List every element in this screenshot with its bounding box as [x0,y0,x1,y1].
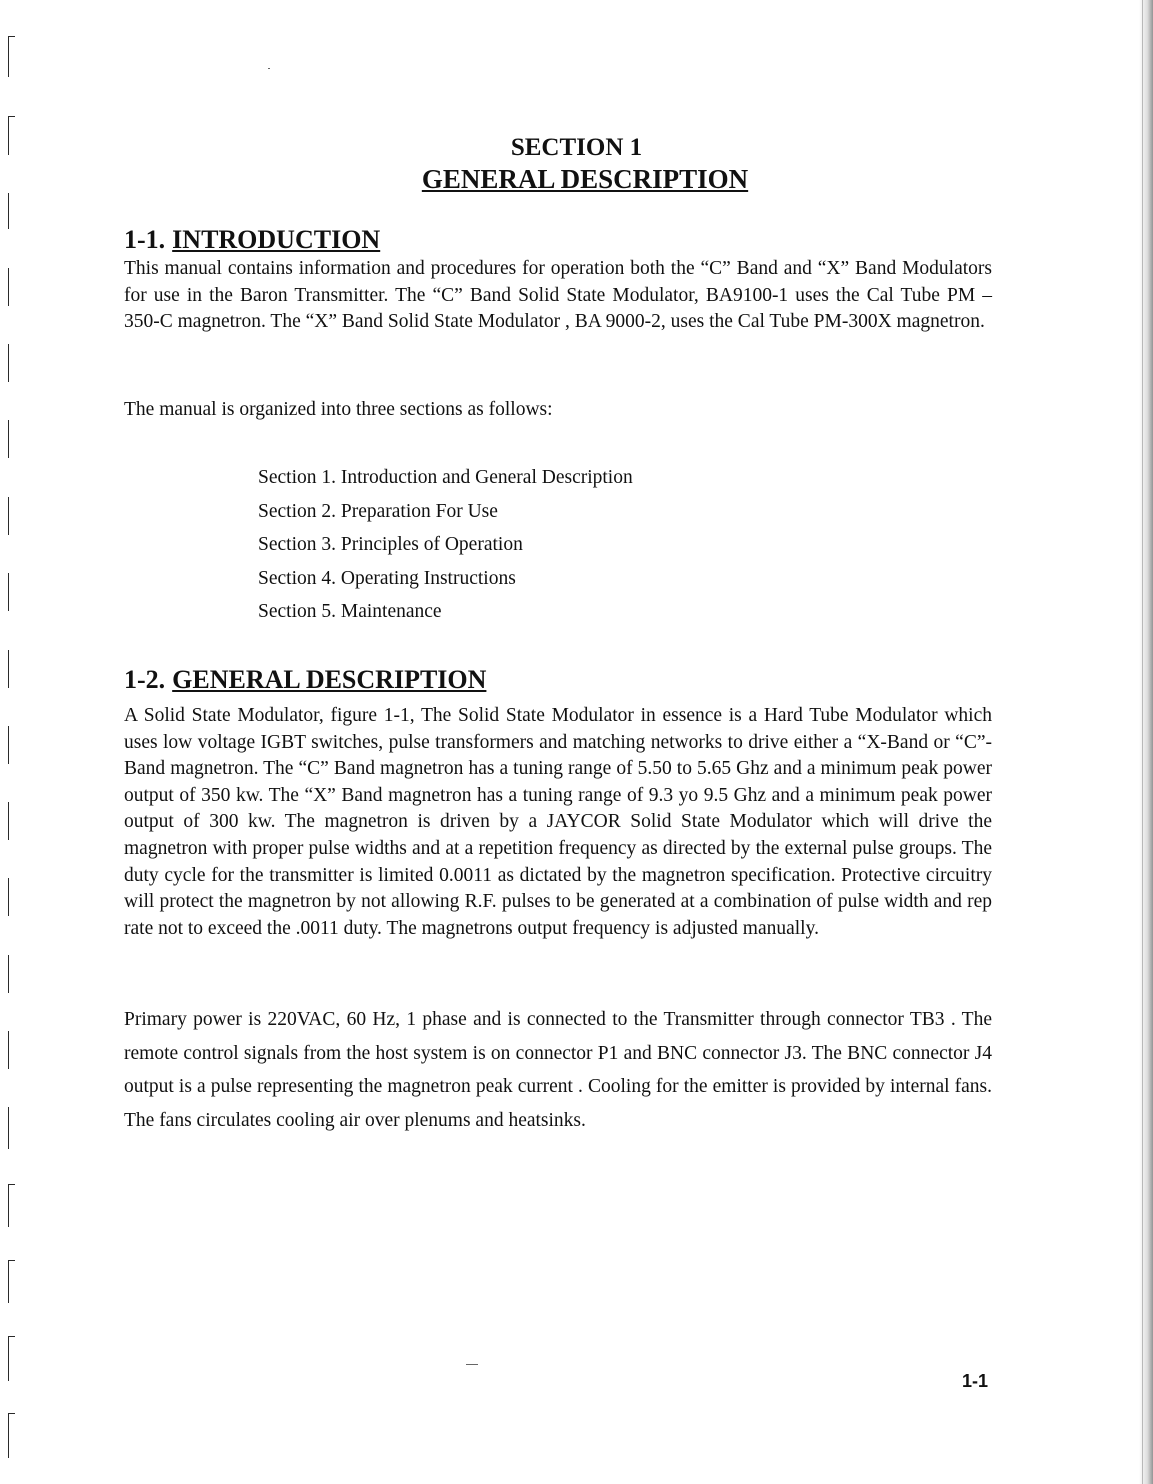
scan-binder-mark [8,1184,15,1227]
scan-binder-mark [8,268,15,306]
scan-binder-mark [8,802,15,840]
scan-binder-mark [8,573,15,611]
scan-binder-mark [8,650,15,688]
scan-speck [268,68,270,69]
sections-list-item: Section 2. Preparation For Use [258,500,498,522]
scan-binder-mark [8,193,15,229]
general-description-number: 1-2. [124,665,166,694]
scan-binder-mark [8,1260,15,1303]
general-description-heading [124,665,486,695]
sections-list-item: Section 4. Operating Instructions [258,567,516,589]
sections-list-item: Section 5. Maintenance [258,601,442,623]
scan-binder-mark [8,1031,15,1069]
scan-binder-mark [8,1107,15,1149]
scan-right-edge-line [1142,0,1143,1484]
section-label [0,134,1153,162]
organized-text: The manual is organized into three sections as follows: [124,399,553,420]
scan-binder-mark [8,1413,15,1458]
section-title: GENERAL DESCRIPTION [421,164,749,194]
sections-list [258,464,633,632]
scan-binder-mark [8,36,15,77]
page-number: 1-1 [962,1371,989,1391]
introduction-title: INTRODUCTION [172,225,381,254]
general-description-paragraph-1: A Solid State Modulator, figure 1-1, The Solid State Modulator in essence is a Hard Tube Modulator which uses low voltage IGBT switches, pulse transformers and matching networks to drive either a “X-Band or “C”-Band magnetron. The “C” Band magnetron has a tuning range of 5.50 to 5.65 Ghz and a minimum peak power output of 350 kw. The “X” Band magnetron has a tuning range of 9.3 yo 9.5 Ghz and a minimum peak power output of 300 kw. The magnetron is driven by a JAYCOR Solid State Modulator which will drive the magnetron with proper pulse widths and at a repetition frequency as directed by the external pulse groups. The duty cycle for the transmitter is limited 0.0011 as dictated by the magnetron specification. Protective circuitry will protect the magnetron by not allowing R.F. pulses to be generated at a combination of pulse width and rep rate not to exceed the .0011 duty. The magnetrons output frequency is adjusted manually. [124,705,992,939]
general-description-paragraph-2: Primary power is 220VAC, 60 Hz, 1 phase and is connected to the Transmitter through connector TB3 . The remote control signals from the host system is on connector P1 and BNC connector J3. The BNC connector J4 output is a pulse representing the magnetron peak current . Cooling for the emitter is provided by internal fans. The fans circulates cooling air over plenums and heatsinks. [124,1009,992,1131]
introduction-heading [124,225,380,255]
sections-list-item: Section 1. Introduction and General Description [258,467,633,488]
sections-list-item: Section 3. Principles of Operation [258,534,523,556]
scan-binder-mark [8,497,15,535]
general-description-title: GENERAL DESCRIPTION [172,665,487,694]
introduction-number: 1-1. [124,225,166,254]
scan-binder-mark [8,1336,15,1381]
scan-binder-mark [8,726,15,764]
scan-binder-mark [8,420,15,458]
scan-binder-mark [8,878,15,916]
scan-binder-mark [8,344,15,382]
section-label-text: SECTION 1 [510,134,643,161]
introduction-paragraph: This manual contains information and procedures for operation both the “C” Band and “X” Band Modulators for use in the Baron Transmitter. The “C” Band Solid State Modulator, BA9100-1 uses the Cal Tube PM – 350-C magnetron. The “X” Band Solid State Modulator , BA 9000-2, uses the Cal Tube PM-300X magnetron. [124,258,992,333]
scan-speck [466,1364,478,1365]
scan-binder-mark [8,955,15,993]
